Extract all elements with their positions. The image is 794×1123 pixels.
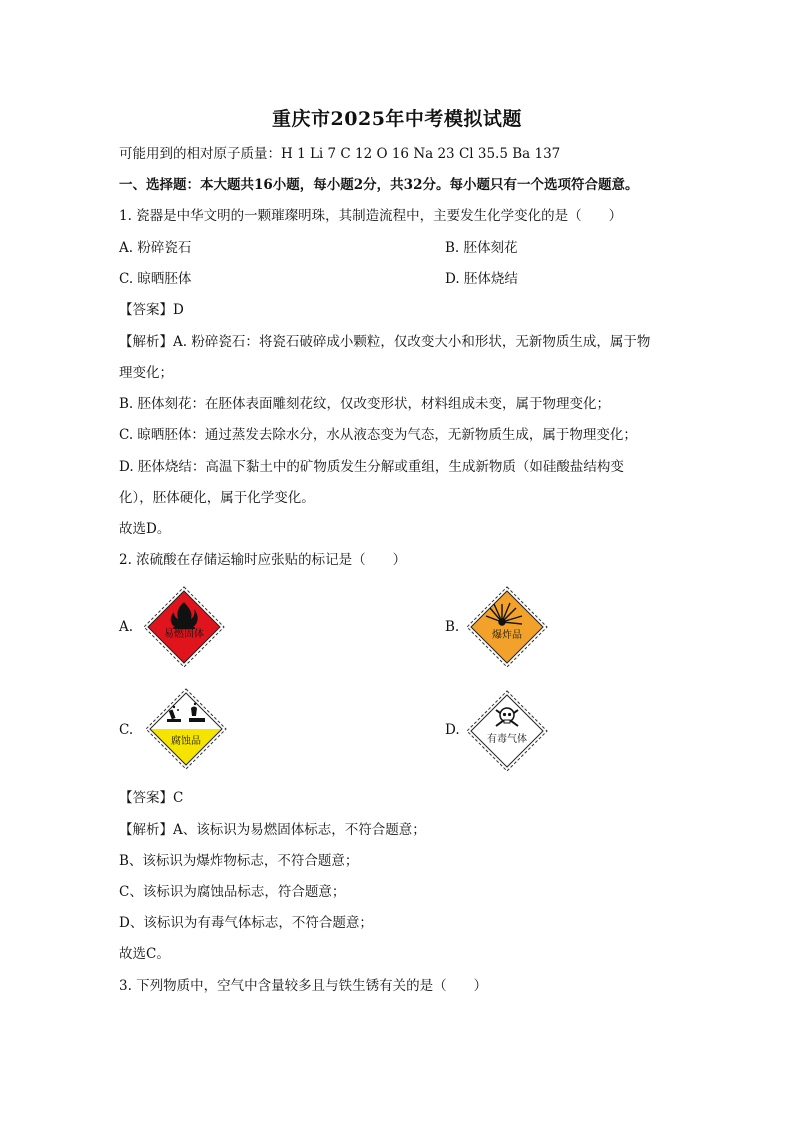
q1-option-d: D. 胚体烧结 <box>445 271 518 287</box>
explosive-label: 爆炸品 <box>492 630 522 641</box>
q1-analysis-line: D. 胚体烧结：高温下黏土中的矿物质发生分解或重组，生成新物质（如硅酸盐结构变 <box>119 459 624 475</box>
q1-option-c: C. 晾晒胚体 <box>119 271 192 287</box>
q2-conclusion: 故选C。 <box>119 946 170 962</box>
q1-conclusion: 故选D。 <box>119 521 171 537</box>
q2-analysis-line: 【解析】A、该标识为易燃固体标志，不符合题意； <box>119 822 426 838</box>
flammable-solid-label: 易燃固体 <box>164 629 204 640</box>
q1-option-b: B. 胚体刻花 <box>445 240 518 256</box>
q2-analysis-line: C、该标识为腐蚀品标志，符合题意； <box>119 884 346 900</box>
q1-answer: 【答案】D <box>119 302 184 318</box>
q1-stem: 1. 瓷器是中华文明的一颗璀璨明珠，其制造流程中，主要发生化学变化的是（ ） <box>119 208 623 224</box>
explosive-sign <box>466 586 548 668</box>
q1-analysis-line: C. 晾晒胚体：通过蒸发去除水分，水从液态变为气态，无新物质生成，属于物理变化； <box>119 427 637 443</box>
section-heading: 一、选择题：本大题共16小题，每小题2分，共32分。每小题只有一个选项符合题意。 <box>119 177 639 193</box>
q2-option-d-letter: D. <box>445 722 460 738</box>
q2-analysis-line: D、该标识为有毒气体标志，不符合题意； <box>119 915 373 931</box>
corrosive-sign <box>145 688 227 770</box>
q1-analysis-line: 化），胚体硬化，属于化学变化。 <box>119 490 315 506</box>
q1-option-a: A. 粉碎瓷石 <box>119 240 192 256</box>
q2-option-b-letter: B. <box>445 619 460 635</box>
q1-analysis-line: 理变化； <box>119 365 173 381</box>
q1-analysis-line: 【解析】A. 粉碎瓷石：将瓷石破碎成小颗粒，仅改变大小和形状，无新物质生成，属于物 <box>119 334 651 350</box>
q2-option-a-letter: A. <box>119 619 134 635</box>
q2-option-c-letter: C. <box>119 722 134 738</box>
q2-answer: 【答案】C <box>119 790 184 806</box>
q3-stem: 3. 下列物质中，空气中含量较多且与铁生锈有关的是（ ） <box>119 978 488 994</box>
page-title: 重庆市2025年中考模拟试题 <box>272 108 522 130</box>
atomic-masses: 可能用到的相对原子质量：H 1 Li 7 C 12 O 16 Na 23 Cl 35.5 Ba 137 <box>119 146 561 162</box>
corrosive-label: 腐蚀品 <box>171 736 201 747</box>
toxic-gas-label: 有毒气体 <box>487 734 527 745</box>
q2-stem: 2. 浓硫酸在存储运输时应张贴的标记是（ ） <box>119 552 407 568</box>
q1-analysis-line: B. 胚体刻花：在胚体表面雕刻花纹，仅改变形状，材料组成未变，属于物理变化； <box>119 396 611 412</box>
toxic-gas-sign <box>466 690 548 772</box>
flammable-solid-sign <box>143 586 225 668</box>
q2-analysis-line: B、该标识为爆炸物标志，不符合题意； <box>119 853 359 869</box>
